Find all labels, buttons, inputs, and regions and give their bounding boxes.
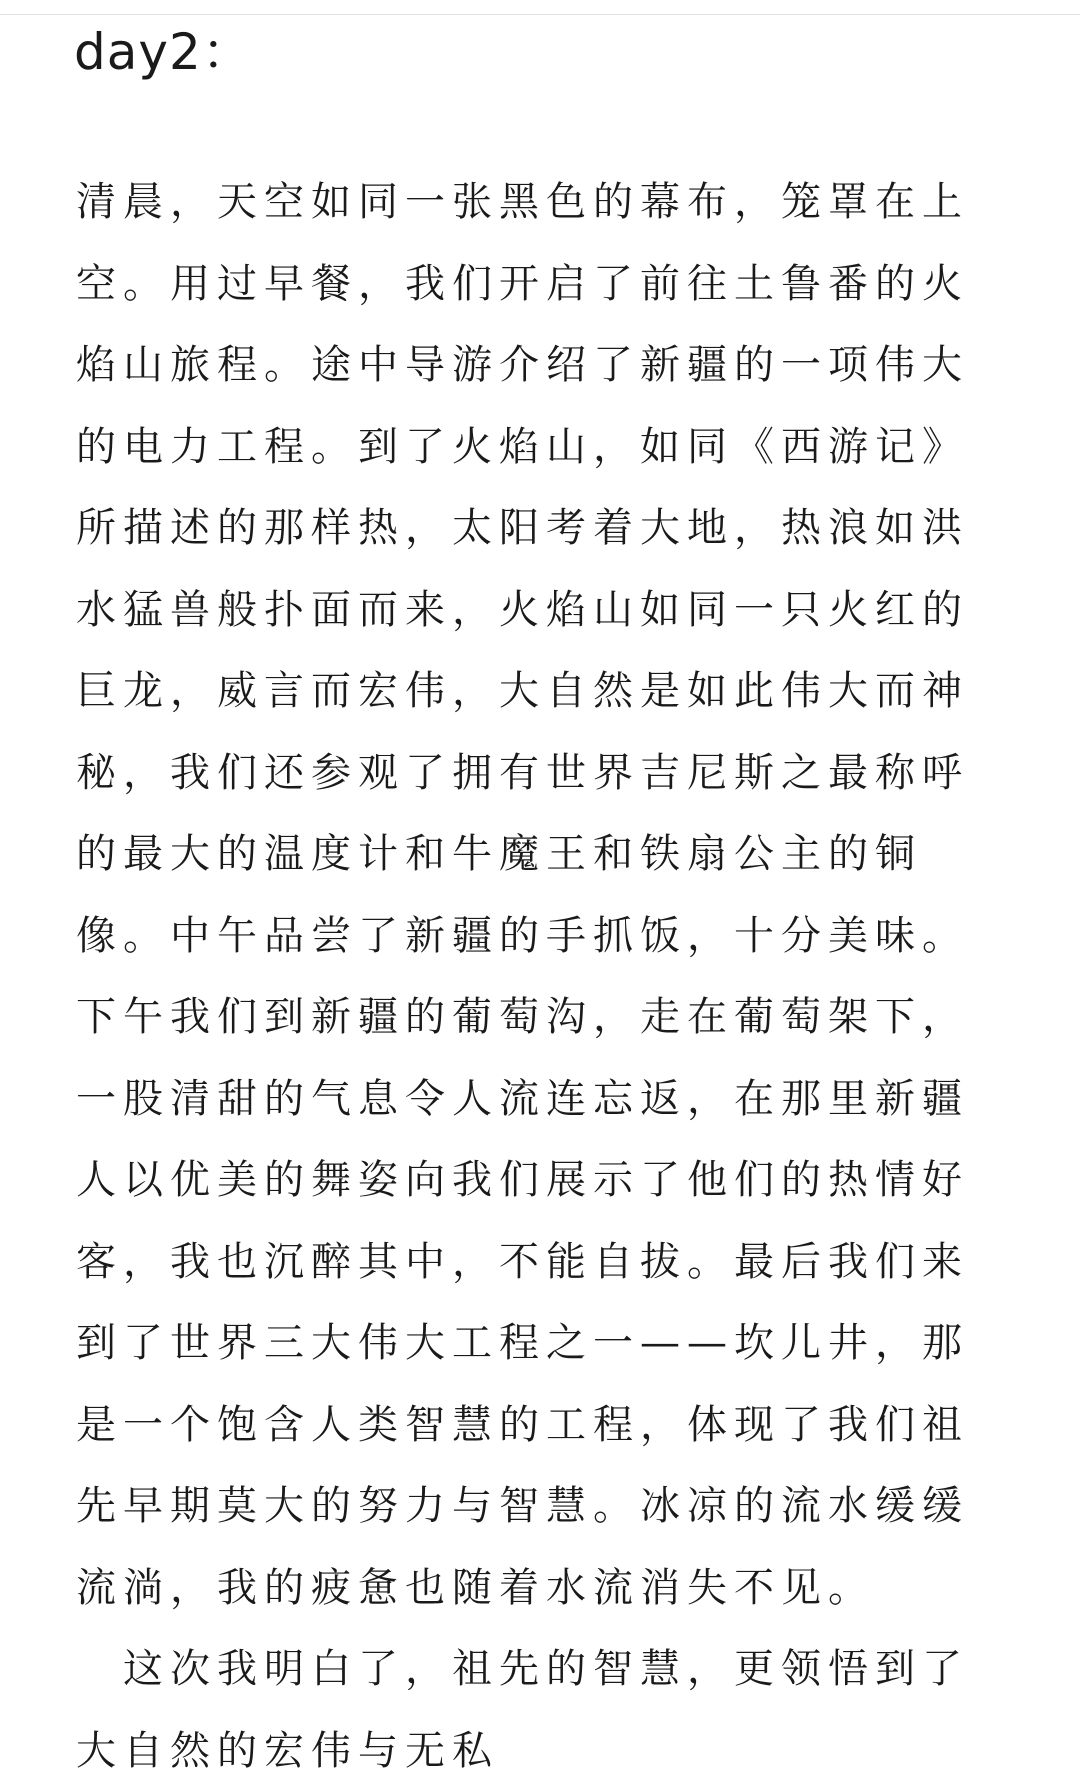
text-line: 先早期莫大的努力与智慧。冰凉的流水缓缓 (76, 1466, 1016, 1548)
text-line: 一股清甜的气息令人流连忘返，在那里新疆 (76, 1059, 1016, 1141)
text-line: 巨龙，威言而宏伟，大自然是如此伟大而神 (76, 651, 1016, 733)
text-line: 到了世界三大伟大工程之一——坎儿井，那 (76, 1303, 1016, 1385)
text-line: 客，我也沉醉其中，不能自拔。最后我们来 (76, 1222, 1016, 1304)
text-line: 像。中午品尝了新疆的手抓饭，十分美味。 (76, 896, 1016, 978)
text-line: 的最大的温度计和牛魔王和铁扇公主的铜 (76, 814, 1016, 896)
text-line: 大自然的宏伟与无私 (76, 1711, 1016, 1792)
text-line: 流淌，我的疲惫也随着水流消失不见。 (76, 1548, 1016, 1630)
text-line: 水猛兽般扑面而来，火焰山如同一只火红的 (76, 570, 1016, 652)
text-line: 空。用过早餐，我们开启了前往土鲁番的火 (76, 244, 1016, 326)
text-line: 秘，我们还参观了拥有世界吉尼斯之最称呼 (76, 733, 1016, 815)
text-line: 人以优美的舞姿向我们展示了他们的热情好 (76, 1140, 1016, 1222)
text-line: 是一个饱含人类智慧的工程，体现了我们祖 (76, 1385, 1016, 1467)
text-line: 焰山旅程。途中导游介绍了新疆的一项伟大 (76, 325, 1016, 407)
text-line: 清晨，天空如同一张黑色的幕布，笼罩在上 (76, 162, 1016, 244)
text-line: 这次我明白了，祖先的智慧，更领悟到了 (76, 1629, 1016, 1711)
text-line: 的电力工程。到了火焰山，如同《西游记》 (76, 407, 1016, 489)
note-body (76, 162, 1016, 1792)
text-line: 所描述的那样热，太阳考着大地，热浪如洪 (76, 488, 1016, 570)
text-line: 下午我们到新疆的葡萄沟，走在葡萄架下， (76, 977, 1016, 1059)
page-title: day2： (74, 10, 253, 94)
